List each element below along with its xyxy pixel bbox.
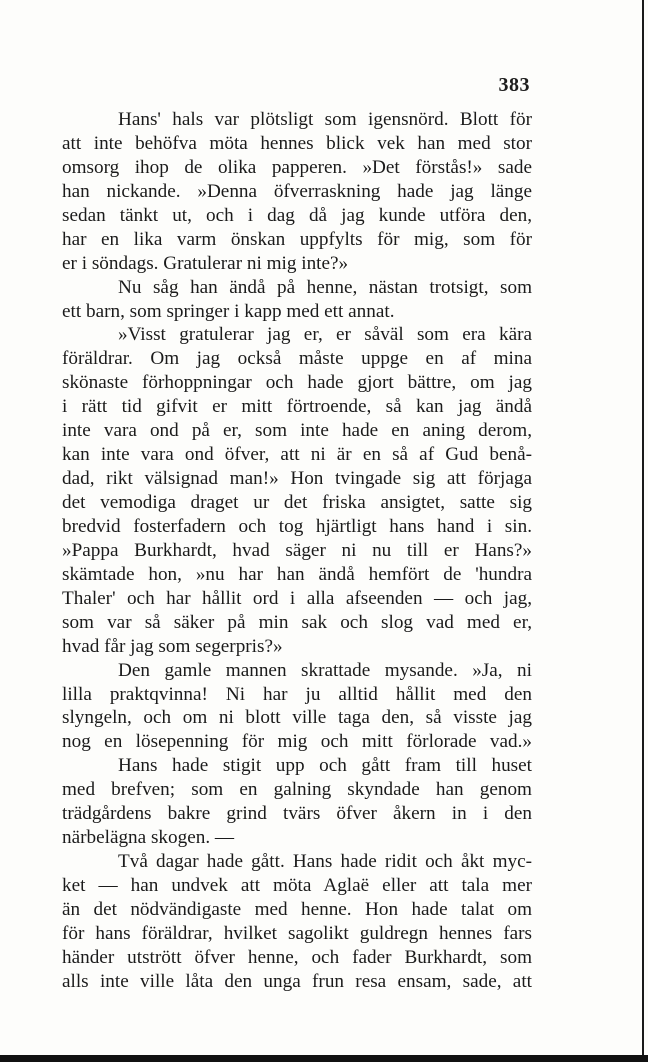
text-line: han nickande. »Denna öfverraskning hade jag länge	[62, 180, 532, 202]
text-line: Nu såg han ändå på henne, nästan trotsigt, som	[118, 276, 532, 298]
text-line: sedan tänkt ut, och i dag då jag kunde utföra den,	[62, 204, 532, 226]
text-line: alls inte ville låta den unga frun resa ensam, sade, att	[62, 970, 532, 992]
page-bottom-edge	[0, 1055, 648, 1062]
text-line: ket — han undvek att möta Aglaë eller att tala mer	[62, 875, 532, 896]
text-line: närbelägna skogen. —	[62, 827, 235, 849]
text-line: händer utstrött öfver henne, och fader Burkhardt, som	[62, 946, 532, 968]
body-text	[62, 108, 532, 994]
text-line: lilla praktqvinna! Ni har ju alltid hållit med den	[62, 683, 532, 705]
page-number: 383	[498, 74, 530, 96]
text-line: med brefven; som en galning skyndade han genom	[62, 779, 532, 801]
text-line: »Visst gratulerar jag er, er såväl som era kära	[118, 324, 532, 346]
text-line: har en lika varm önskan uppfylts för mig, som för	[62, 228, 532, 250]
text-line: för hans föräldrar, hvilket sagolikt guldregn hennes fars	[62, 922, 532, 944]
text-line: kan inte vara ond öfver, att ni är en så af Gud benå-	[62, 444, 532, 466]
text-line: slyngeln, och om ni blott ville taga den, så visste jag	[62, 707, 532, 729]
text-line: hvad får jag som segerpris?»	[62, 635, 283, 657]
text-line: er i söndags. Gratulerar ni mig inte?»	[62, 252, 349, 274]
text-line: Thaler' och har hållit ord i alla afseenden — och jag,	[62, 587, 532, 609]
text-line: nog en lösepenning för mig och mitt förlorade vad.»	[62, 731, 532, 753]
text-line: skämtade hon, »nu har han ändå hemfört de 'hundra	[62, 563, 532, 585]
text-line: Hans' hals var plötsligt som igensnörd. Blott för	[118, 109, 532, 130]
page-edge-line	[642, 0, 644, 1062]
text-line: skönaste förhoppningar och hade gjort bättre, om jag	[62, 372, 532, 394]
text-line: trädgårdens bakre grind tvärs öfver åkern in i den	[62, 803, 532, 825]
text-line: än det nödvändigaste med henne. Hon hade talat om	[62, 898, 532, 920]
text-line: i rätt tid gifvit er mitt förtroende, så kan jag ändå	[62, 396, 532, 418]
text-line: som var så säker på min sak och slog vad med er,	[62, 611, 532, 633]
text-line: Den gamle mannen skrattade mysande. »Ja, ni	[118, 659, 532, 681]
text-line: ett barn, som springer i kapp med ett annat.	[62, 300, 395, 322]
text-line: föräldrar. Om jag också måste uppge en af mina	[62, 348, 532, 370]
text-line: »Pappa Burkhardt, hvad säger ni nu till er Hans?»	[62, 539, 532, 561]
text-line: bredvid fosterfadern och tog hjärtligt hans hand i sin.	[62, 515, 532, 537]
text-line: dad, rikt välsignad man!» Hon tvingade sig att förjaga	[62, 468, 532, 490]
text-line: inte vara ond på er, som inte hade en aning derom,	[62, 420, 532, 442]
text-line: omsorg ihop de olika papperen. »Det förstås!» sade	[62, 156, 532, 178]
text-line: att inte behöfva möta hennes blick vek han med stor	[62, 132, 532, 154]
text-line: det vemodiga draget ur det friska ansigtet, satte sig	[62, 492, 532, 513]
text-line: Hans hade stigit upp och gått fram till huset	[118, 755, 532, 777]
text-line: Två dagar hade gått. Hans hade ridit och åkt myc-	[118, 851, 532, 873]
